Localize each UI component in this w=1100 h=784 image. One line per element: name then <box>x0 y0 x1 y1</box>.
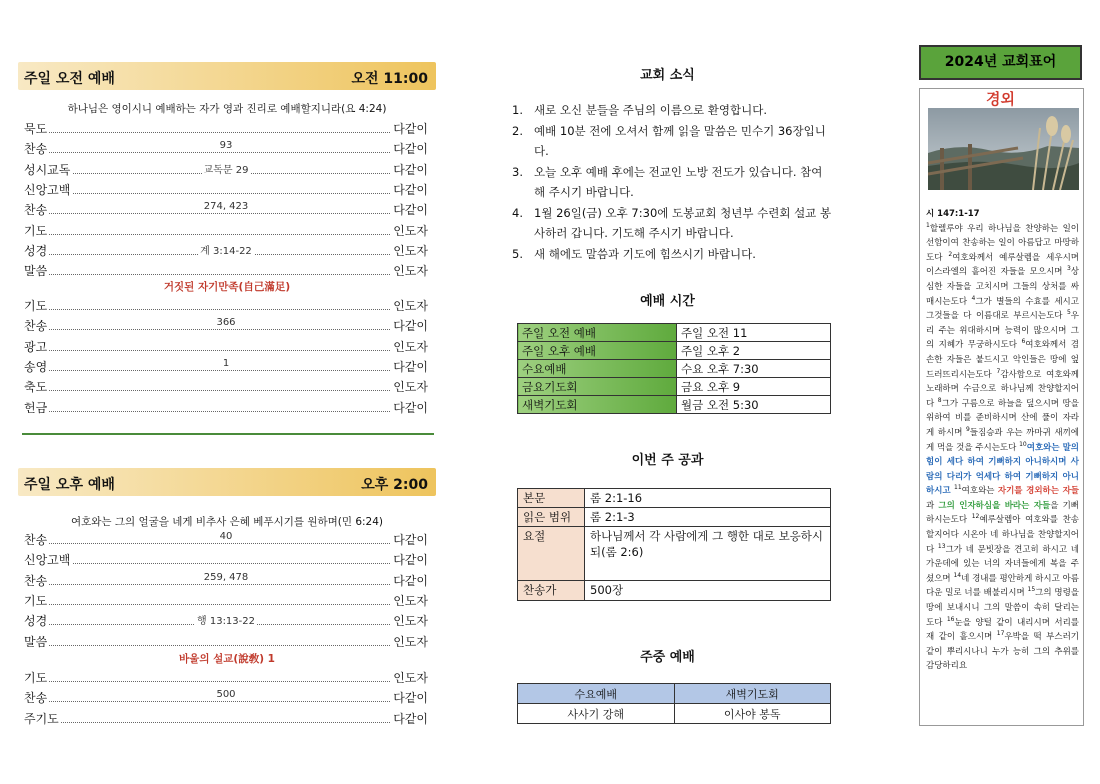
table-row: 주일 오전 예배 주일 오전 11 <box>518 324 831 342</box>
order-item-leader: 다같이 <box>393 553 428 568</box>
order-item-leader: 인도자 <box>393 634 428 649</box>
news-title: 교회 소식 <box>640 68 695 83</box>
verse-text: 과 <box>926 500 939 511</box>
order-item-leader: 다같이 <box>393 573 428 588</box>
order-row <box>24 398 428 416</box>
order-row <box>24 632 428 650</box>
motto-word: 경외 <box>986 90 1015 108</box>
order-item-leader: 다같이 <box>393 711 428 726</box>
news-item: 4. 1월 26일(금) 오후 7:30에 도봉교회 청년부 수련회 설교 봉사하러 갑니다. 기도해 주시기 바랍니다. <box>512 205 832 240</box>
verse-text: 우박을 떡 부스러기 같이 뿌리시나니 누가 능히 그의 추위를 감당하리요 <box>926 632 1079 672</box>
verse-number: 8 <box>937 396 942 404</box>
order-item-detail: 교독문 29 <box>203 164 249 176</box>
morning-verse: 하나님은 영이시니 예배하는 자가 영과 진리로 예배할지니라(요 4:24) <box>67 103 387 115</box>
scripture-text <box>926 222 1079 674</box>
verse-text: 그의 명령을 땅에 보내시니 그의 말씀이 속히 달리는도다 <box>926 588 1079 628</box>
verse-number: 9 <box>965 426 970 434</box>
order-item-label: 찬송 <box>24 691 48 706</box>
verse-text: 네 경내를 평안하게 하시고 아름다운 밀로 너를 배불리시며 <box>926 573 1079 599</box>
verse-number: 15 <box>1027 586 1036 594</box>
verse-number: 11 <box>954 484 962 492</box>
dotted-leader <box>24 722 428 723</box>
morning-service-header <box>18 62 436 90</box>
dotted-leader <box>24 350 428 351</box>
table-header-row: 수요예배 새벽기도회 <box>518 684 831 704</box>
order-item-leader: 인도자 <box>393 264 428 279</box>
verse-text: 예루살렘아 여호와를 찬송할지어다 시온아 네 하나님을 찬양할지어다 <box>926 515 1079 555</box>
order-item-leader: 인도자 <box>393 614 428 629</box>
order-item-label: 신앙고백 <box>24 553 71 568</box>
morning-sermon-title: 거짓된 자기만족(自己滿足) <box>163 281 291 293</box>
dotted-leader <box>24 563 428 564</box>
news-item: 1. 새로 오신 분들을 주님의 이름으로 환영합니다. <box>512 103 768 117</box>
order-row <box>24 139 428 157</box>
order-row <box>24 241 428 259</box>
order-item-leader: 다같이 <box>393 203 428 218</box>
order-item-label: 찬송 <box>24 142 48 157</box>
verse-text: 자기를 경외하는 자들 <box>997 486 1080 497</box>
news-item: 5. 새 해에도 말씀과 기도에 힘쓰시기 바랍니다. <box>512 246 756 261</box>
order-row <box>24 591 428 609</box>
dotted-leader <box>24 370 428 371</box>
order-item-detail: 1 <box>222 357 230 369</box>
order-row <box>24 180 428 198</box>
verse-text: 들짐승과 우는 까마귀 새끼에게 먹을 것을 주시는도다 <box>926 427 1080 453</box>
midweek-title: 주중 예배 <box>640 650 695 665</box>
order-item-detail: 500 <box>216 689 236 701</box>
order-item-label: 성시교독 <box>24 162 71 177</box>
order-row <box>24 357 428 375</box>
table-row: 사사기 강해 이사야 봉독 <box>518 704 831 724</box>
order-row <box>24 611 428 629</box>
worship-times-table <box>517 323 831 414</box>
verse-number: 14 <box>953 572 962 580</box>
verse-number: 12 <box>971 513 980 521</box>
order-item-detail: 274, 423 <box>203 201 249 213</box>
order-item-detail: 366 <box>216 317 236 329</box>
order-item-label: 성경 <box>24 614 48 629</box>
landscape-photo <box>928 108 1079 190</box>
order-item-leader: 다같이 <box>393 182 428 197</box>
dotted-leader <box>24 411 428 412</box>
order-row <box>24 221 428 239</box>
scripture-reference: 시 147:1-17 <box>926 209 980 219</box>
order-item-detail-wrap <box>24 161 428 176</box>
order-item-label: 신앙고백 <box>24 182 71 197</box>
order-item-leader: 다같이 <box>393 691 428 706</box>
dotted-leader <box>24 274 428 275</box>
order-item-leader: 인도자 <box>393 671 428 685</box>
order-item-leader: 다같이 <box>393 400 428 415</box>
verse-number: 2 <box>948 250 953 258</box>
order-row <box>24 530 428 548</box>
order-item-detail-wrap <box>24 531 428 542</box>
table-row: 요절 하나님께서 각 사람에게 그 행한 대로 보응하시되(롬 2:6) <box>518 527 831 581</box>
order-item-detail: 계 3:14-22 <box>200 245 252 257</box>
worship-times-title: 예배 시간 <box>640 294 695 309</box>
order-item-detail-wrap <box>24 612 428 627</box>
verse-number: 4 <box>971 294 976 302</box>
dotted-leader <box>24 193 428 194</box>
order-item-label: 말씀 <box>24 634 48 649</box>
order-item-label: 기도 <box>24 299 48 313</box>
order-item-label: 말씀 <box>24 264 48 279</box>
order-row <box>24 337 428 355</box>
order-item-label: 축도 <box>24 380 48 395</box>
verse-text: 상심한 자들을 고치시며 그들의 상처를 싸매시는도다 <box>926 267 1079 307</box>
order-row <box>24 160 428 178</box>
verse-text: 우리 주는 위대하시며 능력이 많으시며 그의 지혜가 무궁하시도다 <box>926 311 1079 351</box>
order-item-leader: 다같이 <box>393 162 428 177</box>
order-item-leader: 다같이 <box>393 319 428 334</box>
order-item-detail-wrap <box>24 201 428 212</box>
order-item-leader: 인도자 <box>393 593 428 608</box>
order-row <box>24 571 428 589</box>
order-item-detail: 40 <box>219 531 233 542</box>
news-item: 2. 예배 10분 전에 오셔서 함께 읽을 말씀은 민수기 36장입니다. <box>512 123 826 158</box>
order-row <box>24 709 428 727</box>
dotted-leader <box>24 543 428 544</box>
order-item-label: 헌금 <box>24 400 48 415</box>
verse-number: 10 <box>1019 440 1027 448</box>
dotted-leader <box>24 132 428 133</box>
order-item-label: 묵도 <box>24 122 48 136</box>
order-row <box>24 200 428 218</box>
order-item-leader: 인도자 <box>393 299 428 313</box>
verse-text: 여호와는 말의 힘이 세다 하여 기뻐하지 아니하시며 사람의 다리가 억세다 하여 기뻐하지 아니하시고 <box>926 442 1080 497</box>
verse-number: 1 <box>926 221 930 229</box>
order-item-detail-wrap <box>24 689 428 700</box>
order-item-detail: 행 13:13-22 <box>197 616 255 628</box>
order-item-label: 찬송 <box>24 319 48 334</box>
verse-number: 13 <box>937 542 946 550</box>
verse-text: 그가 구름으로 하늘을 덮으시며 땅을 위하여 비를 준비하시며 산에 풀이 자라게 하시며 <box>926 398 1079 438</box>
order-item-detail-wrap <box>24 140 428 151</box>
order-row <box>24 377 428 395</box>
verse-text: 그의 인자하심을 바라는 자들 <box>938 500 1051 511</box>
order-item-detail-wrap <box>24 358 428 369</box>
verse-number: 5 <box>1066 309 1071 317</box>
afternoon-sermon-title: 바울의 설교(說敎) 1 <box>179 653 275 665</box>
afternoon-service-time: 오후 2:00 <box>361 477 428 493</box>
order-item-detail: 93 <box>219 140 233 152</box>
motto-title: 2024년 교회표어 <box>919 45 1082 80</box>
dotted-leader <box>24 390 428 391</box>
order-item-label: 광고 <box>24 339 48 354</box>
order-item-leader: 다같이 <box>393 533 428 547</box>
order-item-leader: 인도자 <box>393 339 428 354</box>
afternoon-service-title: 주일 오후 예배 <box>24 477 115 493</box>
table-row: 수요예배 수요 오후 7:30 <box>518 360 831 378</box>
verse-text: 그가 네 문빗장을 견고히 하시고 네 가운데에 있는 너의 자녀들에게 복을 주셨으며 <box>926 544 1080 584</box>
order-item-label: 송영 <box>24 359 48 374</box>
verse-text: 여호와는 <box>961 486 998 497</box>
dotted-leader <box>24 584 428 585</box>
order-row <box>24 296 428 314</box>
verse-number: 6 <box>1021 338 1026 346</box>
motto-scripture <box>926 207 1079 674</box>
news-list <box>512 100 832 264</box>
order-item-label: 주기도 <box>24 711 59 726</box>
morning-service-title: 주일 오전 예배 <box>24 71 115 87</box>
news-item: 3. 오늘 오후 예배 후에는 전교인 노방 전도가 있습니다. 참여해 주시기 바랍니다. <box>512 164 823 199</box>
section-divider <box>22 433 434 435</box>
dotted-leader <box>24 604 428 605</box>
order-row <box>24 550 428 568</box>
midweek-table <box>517 683 831 724</box>
verse-text: 여호와께서 겸손한 자들은 붙드시고 악인들은 땅에 엎드러뜨리시는도다 <box>926 340 1080 380</box>
verse-number: 3 <box>1066 265 1071 273</box>
order-item-detail-wrap <box>24 572 428 583</box>
order-item-label: 기도 <box>24 223 48 238</box>
dotted-leader <box>24 701 428 702</box>
order-row <box>24 316 428 334</box>
order-item-label: 성경 <box>24 243 48 258</box>
dotted-leader <box>24 213 428 214</box>
order-row <box>24 119 428 137</box>
dotted-leader <box>24 645 428 646</box>
afternoon-verse: 여호와는 그의 얼굴을 네게 비추사 은혜 베푸시기를 원하며(민 6:24) <box>70 516 384 528</box>
dotted-leader <box>24 329 428 330</box>
verse-number: 17 <box>996 630 1005 638</box>
order-row <box>24 261 428 279</box>
verse-text: 그가 별들의 수효를 세시고 그것들을 다 이름대로 부르시는도다 <box>926 296 1079 322</box>
verse-number: 7 <box>996 367 1001 375</box>
order-item-leader: 인도자 <box>393 243 428 258</box>
table-row: 주일 오후 예배 주일 오후 2 <box>518 342 831 360</box>
order-item-label: 찬송 <box>24 203 48 218</box>
lesson-table <box>517 488 831 601</box>
morning-service-time: 오전 11:00 <box>351 71 428 87</box>
order-item-leader: 인도자 <box>393 223 428 238</box>
order-item-leader: 인도자 <box>393 380 428 395</box>
order-item-label: 기도 <box>24 671 48 685</box>
lesson-title: 이번 주 공과 <box>631 453 704 468</box>
verse-text: 을 기뻐하시는도다 <box>926 500 1080 526</box>
verse-text: 감사함으로 여호와께 노래하며 수금으로 하나님께 찬양할지어다 <box>926 369 1080 409</box>
table-row: 금요기도회 금요 오후 9 <box>518 378 831 396</box>
table-row: 새벽기도회 월금 오전 5:30 <box>518 396 831 414</box>
dotted-leader <box>24 309 428 310</box>
table-row: 읽은 범위 롬 2:1-3 <box>518 508 831 527</box>
order-item-label: 찬송 <box>24 573 48 588</box>
order-item-detail-wrap <box>24 317 428 328</box>
order-row <box>24 688 428 706</box>
order-item-label: 찬송 <box>24 533 48 547</box>
table-row: 찬송가 500장 <box>518 581 831 601</box>
order-item-leader: 다같이 <box>393 122 428 136</box>
dotted-leader <box>24 152 428 153</box>
order-item-detail: 259, 478 <box>203 571 249 583</box>
order-item-leader: 다같이 <box>393 359 428 374</box>
verse-number: 16 <box>946 615 955 623</box>
order-item-label: 기도 <box>24 593 48 608</box>
order-item-detail-wrap <box>24 242 428 257</box>
table-row: 본문 롬 2:1-16 <box>518 489 831 508</box>
afternoon-service-header <box>18 468 436 496</box>
order-item-leader: 다같이 <box>393 142 428 157</box>
verse-text: 눈을 양털 같이 내리시며 서리를 재 같이 흩으시며 <box>926 617 1079 643</box>
order-row <box>24 668 428 686</box>
dotted-leader <box>24 234 428 235</box>
verse-text: 할렐루야 우리 하나님을 찬양하는 일이 선함이여 찬송하는 일이 아름답고 마땅하도다 <box>926 223 1079 263</box>
dotted-leader <box>24 681 428 682</box>
verse-text: 여호와께서 예루살렘을 세우시며 이스라엘의 흩어진 자들을 모으시며 <box>926 252 1080 278</box>
